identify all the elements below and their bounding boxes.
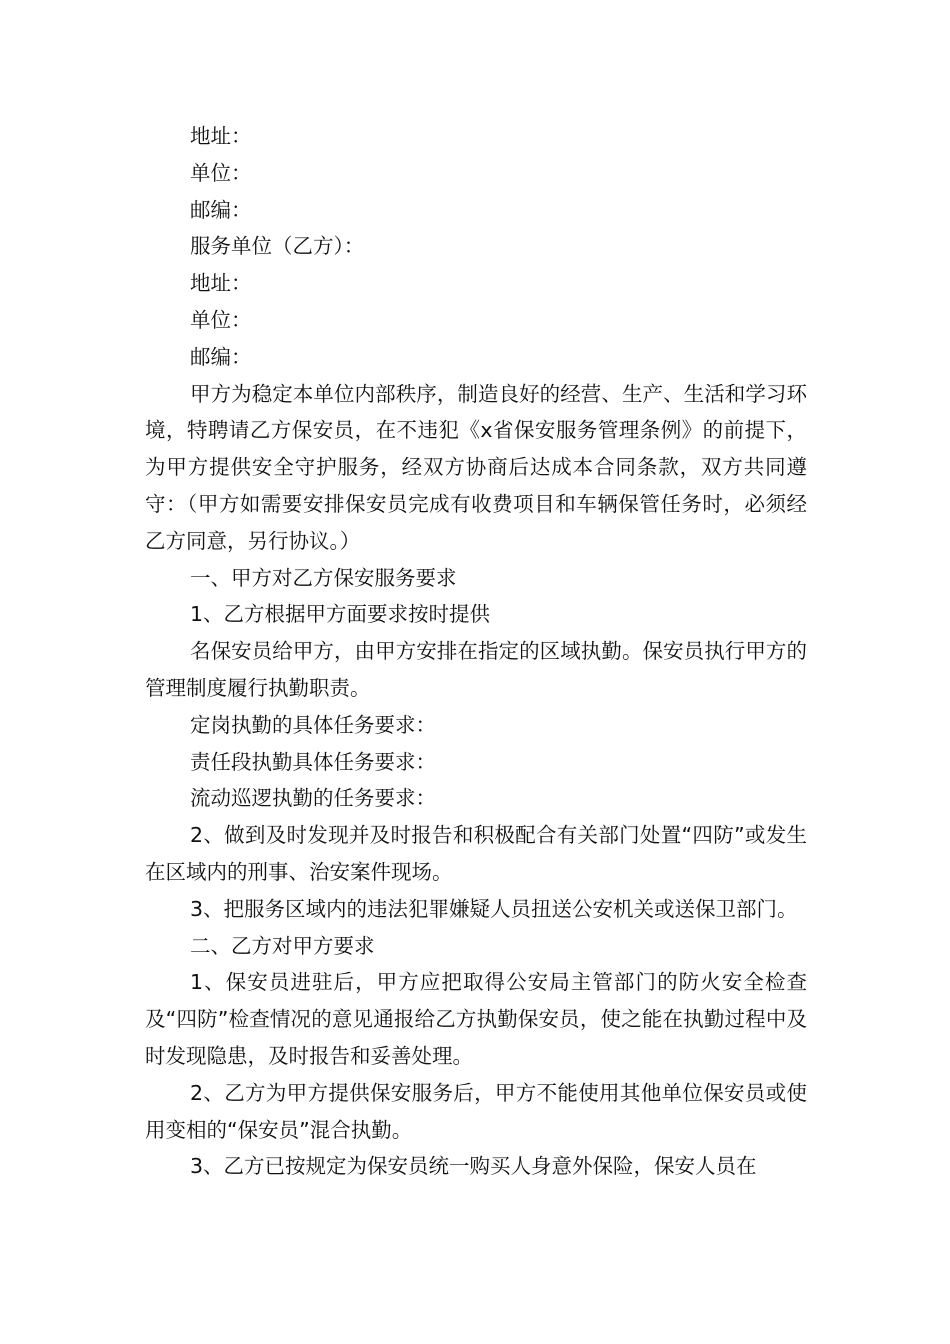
party-b-unit-line: 单位： [190,307,252,332]
clause-1-1-continued: 名保安员给甲方，由甲方安排在指定的区域执勤。保安员执行甲方的管理制度履行执勤职责。 [145,639,807,700]
party-b-address-line: 地址： [190,271,252,296]
patrol-duty-requirements: 流动巡逻执勤的任务要求： [190,786,436,811]
section-1-heading: 一、甲方对乙方保安服务要求 [190,565,457,590]
party-a-address-line: 地址： [190,124,252,148]
document-page [145,118,807,1185]
fixed-post-requirements: 定岗执勤的具体任务要求： [190,712,436,737]
clause-1-1: 1、乙方根据甲方面要求按时提供 [190,602,491,627]
party-b-heading-line: 服务单位（乙方）： [190,234,365,259]
party-b-postcode-line: 邮编： [190,344,252,369]
party-a-unit-line: 单位： [190,160,252,185]
clause-1-2: 2、做到及时发现并及时报告和积极配合有关部门处置“四防”或发生在区域内的刑事、治安案件现场。 [145,823,807,884]
preamble-paragraph: 甲方为稳定本单位内部秩序，制造良好的经营、生产、生活和学习环境，特聘请乙方保安员，在不违犯《x省保安服务管理条例》的前提下，为甲方提供安全守护服务，经双方协商后达成本合同条款，双方共同遵守：（甲方如需要安排保安员完成有收费项目和车辆保管任务时，必须经乙方同意，另行协议。） [145,381,807,553]
section-2-heading: 二、乙方对甲方要求 [190,933,375,958]
party-a-postcode-line: 邮编： [190,197,252,222]
clause-2-2: 2、乙方为甲方提供保安服务后，甲方不能使用其他单位保安员或使用变相的“保安员”混合执勤。 [145,1080,807,1142]
clause-2-1: 1、保安员进驻后，甲方应把取得公安局主管部门的防火安全检查及“四防”检查情况的意见通报给乙方执勤保安员，使之能在执勤过程中及时发现隐患，及时报告和妥善处理。 [145,970,807,1068]
clause-2-3: 3、乙方已按规定为保安员统一购买人身意外保险，保安人员在 [190,1154,757,1179]
clause-1-3: 3、把服务区域内的违法犯罪嫌疑人员扭送公安机关或送保卫部门。 [190,896,798,921]
zone-duty-requirements: 责任段执勤具体任务要求： [190,749,436,774]
